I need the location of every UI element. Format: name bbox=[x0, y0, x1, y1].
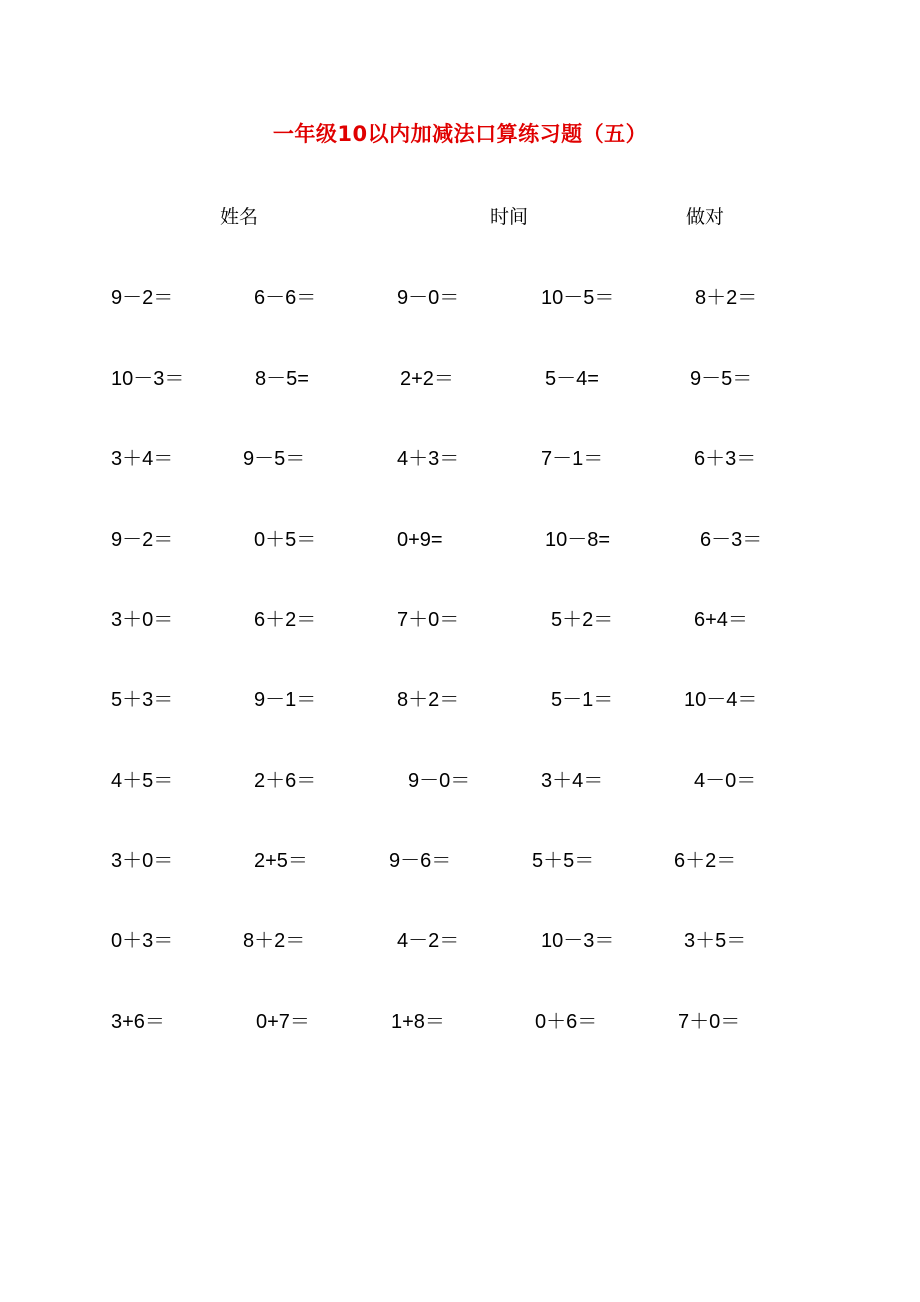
arithmetic-problem: 5＋2＝ bbox=[551, 609, 614, 631]
arithmetic-problem: 5＋5＝ bbox=[532, 850, 595, 872]
arithmetic-problem: 9－2＝ bbox=[111, 287, 174, 309]
arithmetic-problem: 8＋2＝ bbox=[243, 930, 306, 952]
arithmetic-problem: 0+9= bbox=[397, 529, 443, 551]
arithmetic-problem: 9－6＝ bbox=[389, 850, 452, 872]
arithmetic-problem: 2+5＝ bbox=[254, 850, 308, 872]
arithmetic-problem: 0+7＝ bbox=[256, 1011, 310, 1033]
arithmetic-problem: 4＋5＝ bbox=[111, 770, 174, 792]
arithmetic-problem: 9－5＝ bbox=[690, 368, 753, 390]
arithmetic-problem: 6＋3＝ bbox=[694, 448, 757, 470]
arithmetic-problem: 8－5= bbox=[255, 368, 309, 390]
arithmetic-problem: 5－1＝ bbox=[551, 689, 614, 711]
arithmetic-problem: 0＋3＝ bbox=[111, 930, 174, 952]
arithmetic-problem: 9－0＝ bbox=[397, 287, 460, 309]
arithmetic-problem: 5＋3＝ bbox=[111, 689, 174, 711]
arithmetic-problem: 2＋6＝ bbox=[254, 770, 317, 792]
name-label: 姓名 bbox=[220, 206, 259, 228]
arithmetic-problem: 6＋2＝ bbox=[254, 609, 317, 631]
arithmetic-problem: 0＋5＝ bbox=[254, 529, 317, 551]
arithmetic-problem: 9－0＝ bbox=[408, 770, 471, 792]
arithmetic-problem: 3＋0＝ bbox=[111, 850, 174, 872]
arithmetic-problem: 7＋0＝ bbox=[678, 1011, 741, 1033]
arithmetic-problem: 8＋2＝ bbox=[397, 689, 460, 711]
arithmetic-problem: 10－3＝ bbox=[111, 368, 185, 390]
arithmetic-problem: 3＋5＝ bbox=[684, 930, 747, 952]
arithmetic-problem: 4－2＝ bbox=[397, 930, 460, 952]
arithmetic-problem: 4＋3＝ bbox=[397, 448, 460, 470]
arithmetic-problem: 10－5＝ bbox=[541, 287, 615, 309]
arithmetic-problem: 2+2＝ bbox=[400, 368, 454, 390]
arithmetic-problem: 9－2＝ bbox=[111, 529, 174, 551]
worksheet-title: 一年级10以内加减法口算练习题（五） bbox=[272, 122, 648, 146]
arithmetic-problem: 5－4= bbox=[545, 368, 599, 390]
correct-count-label: 做对 bbox=[686, 206, 725, 228]
arithmetic-problem: 7－1＝ bbox=[541, 448, 604, 470]
arithmetic-problem: 8＋2＝ bbox=[695, 287, 758, 309]
arithmetic-problem: 4－0＝ bbox=[694, 770, 757, 792]
arithmetic-problem: 3＋4＝ bbox=[541, 770, 604, 792]
arithmetic-problem: 6－3＝ bbox=[700, 529, 763, 551]
arithmetic-problem: 10－8= bbox=[545, 529, 611, 551]
arithmetic-problem: 9－1＝ bbox=[254, 689, 317, 711]
arithmetic-problem: 9－5＝ bbox=[243, 448, 306, 470]
arithmetic-problem: 6＋2＝ bbox=[674, 850, 737, 872]
arithmetic-problem: 3＋4＝ bbox=[111, 448, 174, 470]
arithmetic-problem: 6+4＝ bbox=[694, 609, 748, 631]
arithmetic-problem: 0＋6＝ bbox=[535, 1011, 598, 1033]
arithmetic-problem: 3+6＝ bbox=[111, 1011, 165, 1033]
arithmetic-problem: 10－4＝ bbox=[684, 689, 758, 711]
arithmetic-problem: 1+8＝ bbox=[391, 1011, 445, 1033]
arithmetic-problem: 6－6＝ bbox=[254, 287, 317, 309]
arithmetic-problem: 7＋0＝ bbox=[397, 609, 460, 631]
arithmetic-problem: 3＋0＝ bbox=[111, 609, 174, 631]
time-label: 时间 bbox=[490, 206, 529, 228]
arithmetic-problem: 10－3＝ bbox=[541, 930, 615, 952]
